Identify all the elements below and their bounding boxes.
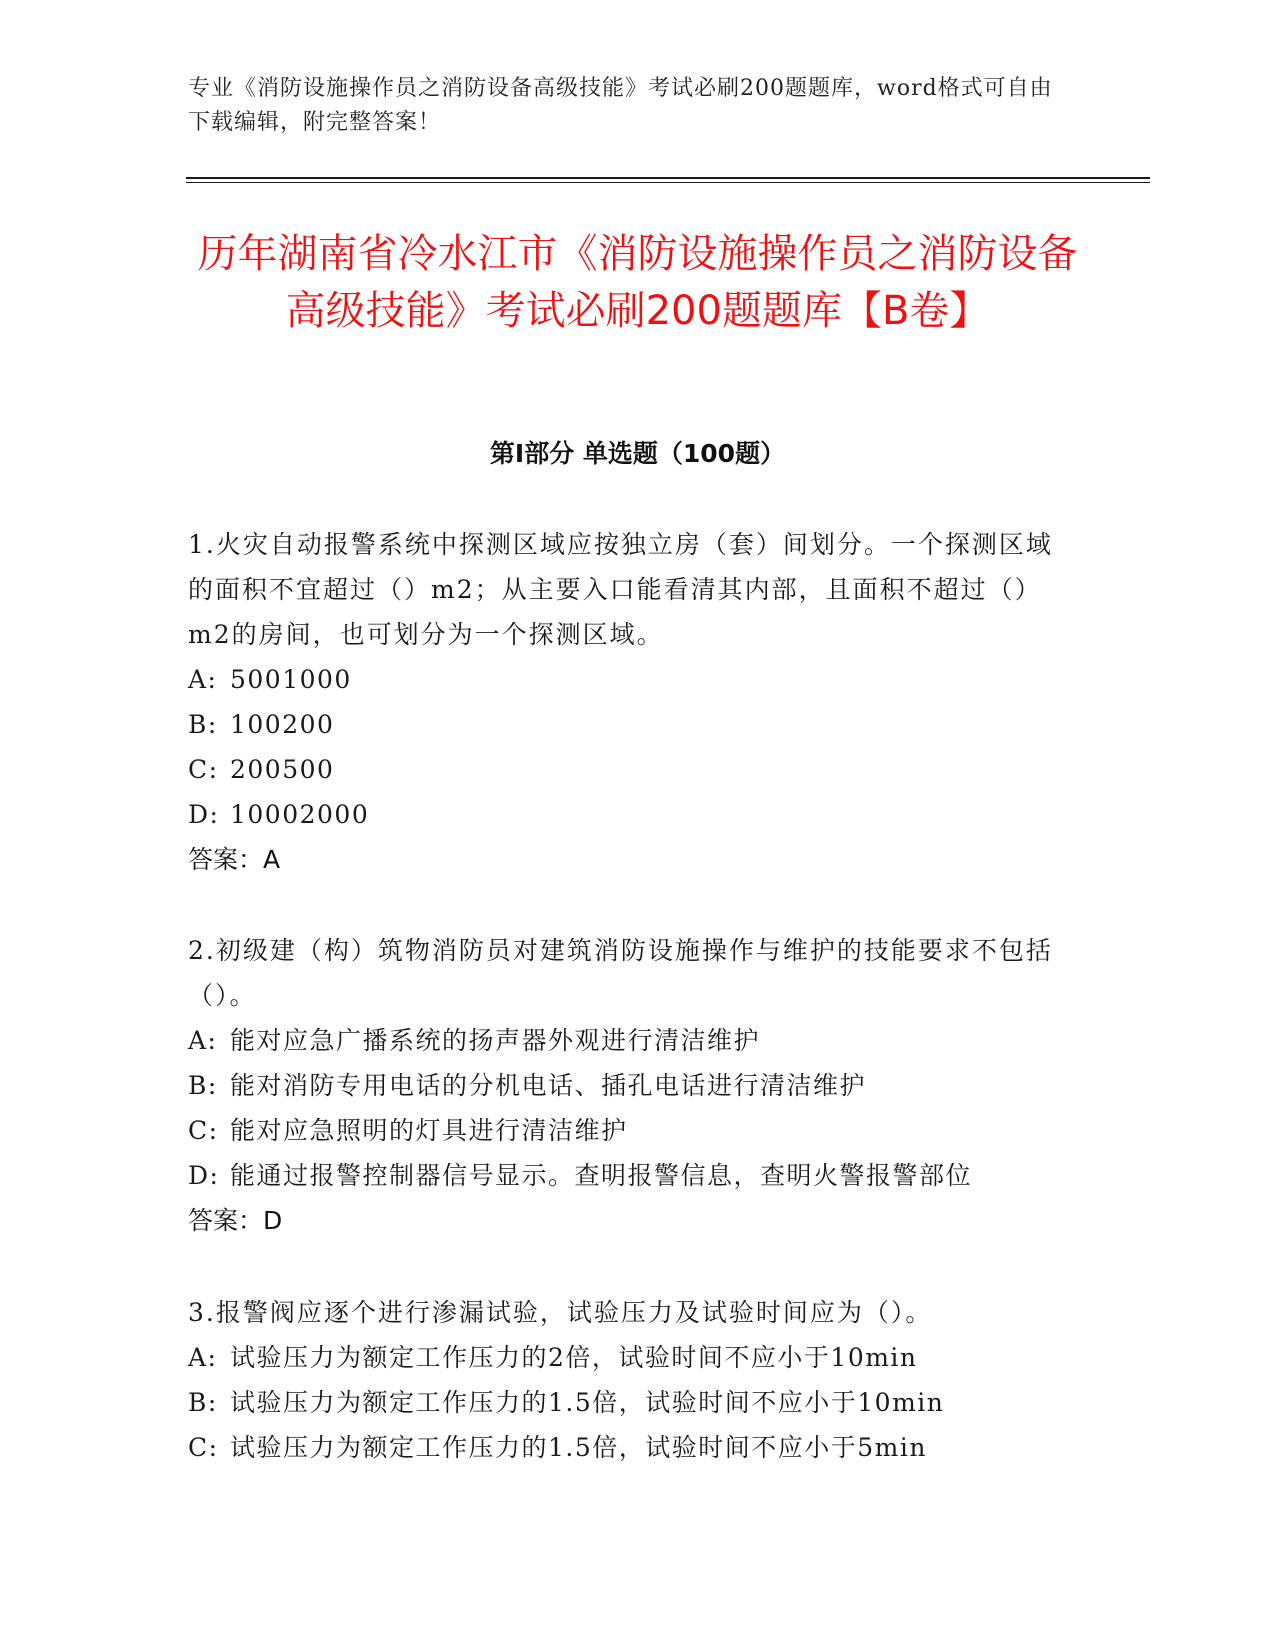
option-key: D: — [188, 800, 220, 829]
option-text: 试验压力为额定工作压力的1.5倍，试验时间不应小于10min — [230, 1388, 945, 1417]
option-b — [188, 702, 1058, 747]
option-b — [188, 1063, 1058, 1108]
option-a — [188, 1018, 1058, 1063]
answer: 答案：A — [188, 845, 281, 874]
header-divider-thick — [186, 177, 1150, 179]
option-key: A: — [188, 1343, 218, 1372]
option-key: A: — [188, 1026, 218, 1055]
option-text: 试验压力为额定工作压力的1.5倍，试验时间不应小于5min — [230, 1433, 927, 1462]
question-3 — [188, 1290, 1058, 1470]
option-key: B: — [188, 1388, 218, 1417]
option-c — [188, 1108, 1058, 1153]
question-1 — [188, 522, 1058, 882]
option-text: 试验压力为额定工作压力的2倍，试验时间不应小于10min — [230, 1343, 918, 1372]
option-key: B: — [188, 710, 218, 739]
option-d — [188, 1153, 1058, 1198]
option-text: 能对应急照明的灯具进行清洁维护 — [230, 1116, 628, 1145]
option-a — [188, 657, 1058, 702]
option-key: C: — [188, 755, 219, 784]
option-text: 100200 — [230, 710, 335, 739]
option-c — [188, 1425, 1058, 1470]
option-key: D: — [188, 1161, 220, 1190]
header-note: 专业《消防设施操作员之消防设备高级技能》考试必刷200题题库，word格式可自由下载编辑，附完整答案！ — [188, 76, 1053, 135]
option-key: C: — [188, 1433, 219, 1462]
option-key: C: — [188, 1116, 219, 1145]
answer: 答案：D — [188, 1206, 283, 1235]
question-stem: 3.报警阀应逐个进行渗漏试验，试验压力及试验时间应为（）。 — [188, 1298, 933, 1327]
document-title: 历年湖南省冷水江市《消防设施操作员之消防设备高级技能》考试必刷200题题库【B卷】 — [197, 231, 1078, 334]
question-2 — [188, 928, 1058, 1243]
option-text: 能对应急广播系统的扬声器外观进行清洁维护 — [230, 1026, 761, 1055]
option-text: 能通过报警控制器信号显示。查明报警信息，查明火警报警部位 — [230, 1161, 973, 1190]
option-a — [188, 1335, 1058, 1380]
option-key: A: — [188, 665, 218, 694]
question-stem: 1.火灾自动报警系统中探测区域应按独立房（套）间划分。一个探测区域的面积不宜超过（）m2；从主要入口能看清其内部，且面积不超过（）m2的房间，也可划分为一个探测区域。 — [188, 530, 1053, 649]
question-stem: 2.初级建（构）筑物消防员对建筑消防设施操作与维护的技能要求不包括（）。 — [188, 936, 1053, 1010]
option-c — [188, 747, 1058, 792]
option-text: 10002000 — [230, 800, 370, 829]
option-text: 200500 — [230, 755, 335, 784]
section-title: 第Ⅰ部分 单选题（100题） — [489, 439, 786, 468]
header-divider-thin — [186, 182, 1150, 183]
option-text: 5001000 — [230, 665, 352, 694]
option-text: 能对消防专用电话的分机电话、插孔电话进行清洁维护 — [230, 1071, 867, 1100]
option-d — [188, 792, 1058, 837]
option-key: B: — [188, 1071, 218, 1100]
option-b — [188, 1380, 1058, 1425]
